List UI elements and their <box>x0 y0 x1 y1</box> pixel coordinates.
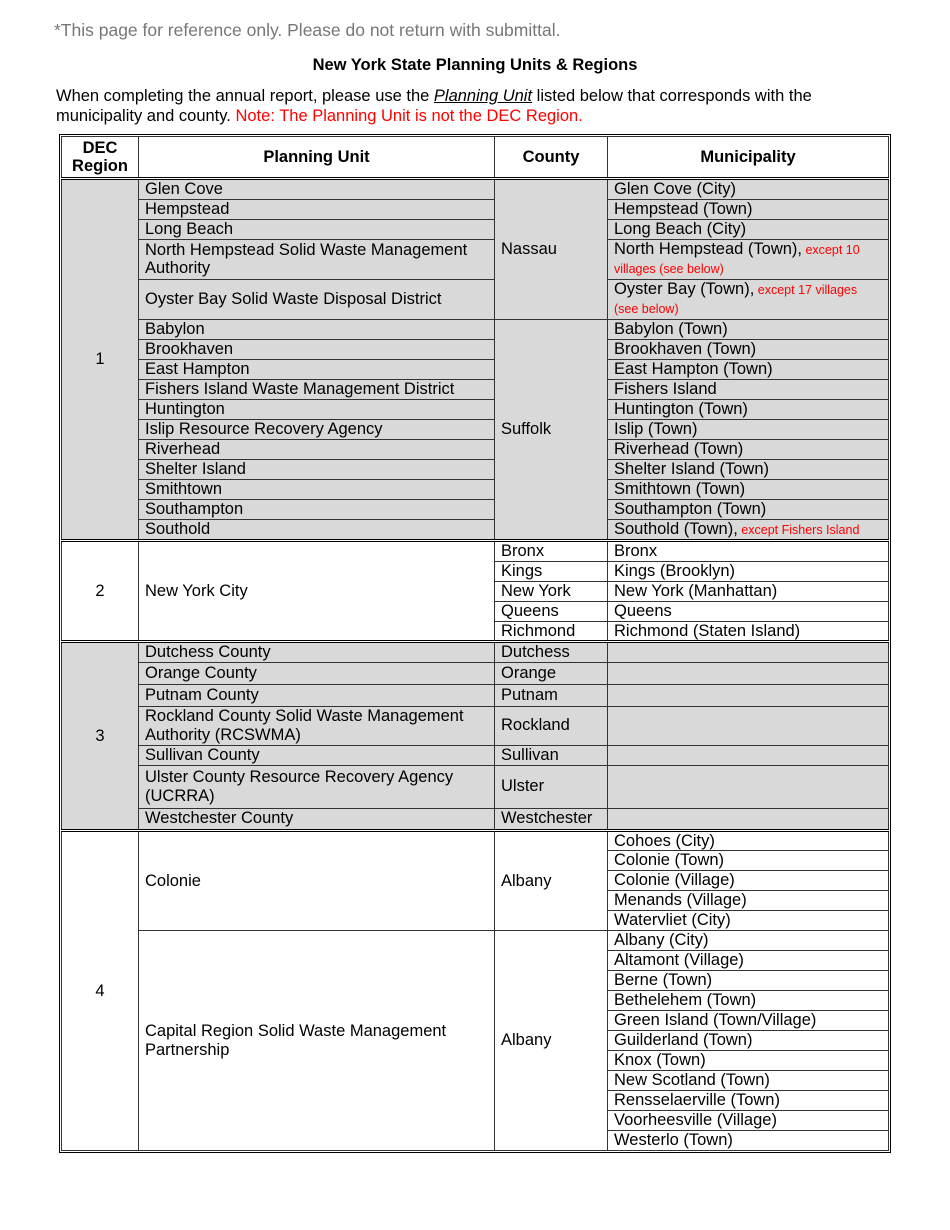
municipality-cell: Watervliet (City) <box>608 911 889 931</box>
header-municipality: Municipality <box>608 137 889 179</box>
dec-region-cell: 1 <box>62 179 139 541</box>
dec-region-cell: 3 <box>62 642 139 831</box>
header-county: County <box>495 137 608 179</box>
municipality-cell: Altamont (Village) <box>608 951 889 971</box>
table-row <box>62 519 889 541</box>
municipality-note: except 10 villages (see below) <box>614 242 860 276</box>
municipality-cell <box>608 479 889 499</box>
municipality-cell <box>608 808 889 830</box>
county-cell: Westchester <box>495 808 608 830</box>
table-row <box>62 662 889 684</box>
planning-unit-cell: Southold <box>139 519 495 541</box>
municipality-name: Fishers Island <box>614 379 717 398</box>
municipality-note: except 17 villages (see below) <box>614 282 858 316</box>
municipality-cell <box>608 239 889 279</box>
planning-unit-cell: Islip Resource Recovery Agency <box>139 419 495 439</box>
municipality-cell <box>608 459 889 479</box>
table-row <box>62 379 889 399</box>
planning-unit-cell: Riverhead <box>139 439 495 459</box>
municipality-name: Brookhaven (Town) <box>614 339 757 358</box>
municipality-cell <box>608 319 889 339</box>
municipality-name: Islip (Town) <box>614 419 698 438</box>
planning-unit-cell: Rockland County Solid Waste Management Authority (RCSWMA) <box>139 706 495 745</box>
table-row <box>62 239 889 279</box>
county-cell: Dutchess <box>495 642 608 663</box>
planning-unit-cell: North Hempstead Solid Waste Management Authority <box>139 239 495 279</box>
table-row <box>62 499 889 519</box>
planning-unit-cell: Capital Region Solid Waste Management Partnership <box>139 931 495 1151</box>
municipality-name: Oyster Bay (Town), <box>614 279 755 298</box>
municipality-cell <box>608 706 889 745</box>
municipality-name: North Hempstead (Town), <box>614 239 802 258</box>
municipality-name: Shelter Island (Town) <box>614 459 769 478</box>
table-row <box>62 179 889 200</box>
municipality-cell <box>608 279 889 319</box>
county-cell: Albany <box>495 931 608 1151</box>
municipality-cell: Queens <box>608 601 889 621</box>
municipality-cell <box>608 765 889 808</box>
table-row <box>62 459 889 479</box>
planning-unit-cell: New York City <box>139 541 495 642</box>
reference-note: *This page for reference only. Please do not return with submittal. <box>54 20 561 40</box>
municipality-cell: Bethelehem (Town) <box>608 991 889 1011</box>
table-row <box>62 745 889 765</box>
header-dec-region: DEC Region <box>62 137 139 179</box>
table-row <box>62 219 889 239</box>
municipality-cell <box>608 399 889 419</box>
planning-unit-cell: Brookhaven <box>139 339 495 359</box>
table-header-row <box>62 137 889 179</box>
municipality-name: Huntington (Town) <box>614 399 748 418</box>
table-row <box>62 479 889 499</box>
planning-unit-cell: East Hampton <box>139 359 495 379</box>
county-cell: New York <box>495 581 608 601</box>
municipality-cell <box>608 684 889 706</box>
table-row <box>62 199 889 219</box>
county-cell: Bronx <box>495 541 608 562</box>
planning-unit-cell: Smithtown <box>139 479 495 499</box>
municipality-cell: Colonie (Village) <box>608 871 889 891</box>
municipality-cell: Green Island (Town/Village) <box>608 1011 889 1031</box>
municipality-name: Riverhead (Town) <box>614 439 744 458</box>
municipality-cell: Cohoes (City) <box>608 830 889 851</box>
municipality-cell <box>608 199 889 219</box>
dec-region-cell: 4 <box>62 830 139 1151</box>
county-cell: Kings <box>495 561 608 581</box>
table-row <box>62 830 889 851</box>
municipality-cell: New York (Manhattan) <box>608 581 889 601</box>
municipality-cell: Albany (City) <box>608 931 889 951</box>
region-group <box>62 541 889 642</box>
county-cell: Rockland <box>495 706 608 745</box>
planning-unit-cell: Westchester County <box>139 808 495 830</box>
municipality-cell <box>608 642 889 663</box>
municipality-cell: New Scotland (Town) <box>608 1071 889 1091</box>
planning-unit-cell: Orange County <box>139 662 495 684</box>
municipality-name: Smithtown (Town) <box>614 479 746 498</box>
table-row <box>62 706 889 745</box>
municipality-cell <box>608 179 889 200</box>
municipality-cell: Colonie (Town) <box>608 851 889 871</box>
municipality-cell: Voorheesville (Village) <box>608 1111 889 1131</box>
municipality-cell <box>608 439 889 459</box>
county-cell: Orange <box>495 662 608 684</box>
municipality-cell: Berne (Town) <box>608 971 889 991</box>
planning-unit-cell: Huntington <box>139 399 495 419</box>
table-row <box>62 359 889 379</box>
intro-emphasis: Planning Unit <box>433 87 533 105</box>
municipality-cell <box>608 499 889 519</box>
municipality-cell: Menands (Village) <box>608 891 889 911</box>
municipality-cell: Rensselaerville (Town) <box>608 1091 889 1111</box>
municipality-name: Glen Cove (City) <box>614 180 736 198</box>
intro-note: Note: The Planning Unit is not the DEC Region. <box>235 106 583 125</box>
municipality-cell <box>608 379 889 399</box>
table-row <box>62 541 889 562</box>
planning-unit-cell: Ulster County Resource Recovery Agency (UCRRA) <box>139 765 495 808</box>
table-row <box>62 419 889 439</box>
municipality-cell <box>608 662 889 684</box>
county-cell: Ulster <box>495 765 608 808</box>
county-cell: Sullivan <box>495 745 608 765</box>
table-row <box>62 642 889 663</box>
planning-unit-cell: Shelter Island <box>139 459 495 479</box>
county-cell: Nassau <box>495 179 608 320</box>
municipality-cell: Kings (Brooklyn) <box>608 561 889 581</box>
county-cell: Albany <box>495 830 608 931</box>
planning-unit-cell: Southampton <box>139 499 495 519</box>
intro-paragraph <box>56 87 886 126</box>
municipality-name: East Hampton (Town) <box>614 359 773 378</box>
region-group <box>62 179 889 541</box>
municipality-cell: Richmond (Staten Island) <box>608 621 889 642</box>
planning-unit-cell: Putnam County <box>139 684 495 706</box>
table-row <box>62 279 889 319</box>
county-cell: Putnam <box>495 684 608 706</box>
planning-unit-cell: Hempstead <box>139 199 495 219</box>
intro-text: When completing the annual report, please use the <box>56 87 434 105</box>
planning-unit-cell: Fishers Island Waste Management District <box>139 379 495 399</box>
planning-unit-cell: Sullivan County <box>139 745 495 765</box>
municipality-cell <box>608 419 889 439</box>
municipality-note: except Fishers Island <box>737 522 860 537</box>
dec-region-cell: 2 <box>62 541 139 642</box>
table-row <box>62 684 889 706</box>
municipality-cell: Westerlo (Town) <box>608 1131 889 1151</box>
intro-text-end: listed below that corresponds with the municipality and county. <box>56 87 812 125</box>
planning-units-table <box>61 136 889 1151</box>
region-group <box>62 642 889 831</box>
municipality-name: Southampton (Town) <box>614 499 767 518</box>
planning-unit-cell: Babylon <box>139 319 495 339</box>
table-row <box>62 319 889 339</box>
table-row <box>62 399 889 419</box>
municipality-name: Babylon (Town) <box>614 319 728 338</box>
municipality-name: Southold (Town), <box>614 519 738 538</box>
municipality-cell <box>608 219 889 239</box>
table-row <box>62 439 889 459</box>
planning-unit-cell: Dutchess County <box>139 642 495 663</box>
region-group <box>62 830 889 1151</box>
municipality-name: Hempstead (Town) <box>614 199 753 218</box>
page-title: New York State Planning Units & Regions <box>312 56 638 74</box>
header-planning-unit: Planning Unit <box>139 137 495 179</box>
municipality-cell <box>608 359 889 379</box>
county-cell: Richmond <box>495 621 608 642</box>
municipality-cell <box>608 339 889 359</box>
table-row <box>62 765 889 808</box>
municipality-cell: Knox (Town) <box>608 1051 889 1071</box>
table-row <box>62 339 889 359</box>
municipality-cell <box>608 745 889 765</box>
county-cell: Queens <box>495 601 608 621</box>
planning-unit-cell: Colonie <box>139 830 495 931</box>
county-cell: Suffolk <box>495 319 608 541</box>
municipality-cell: Guilderland (Town) <box>608 1031 889 1051</box>
municipality-cell: Bronx <box>608 541 889 562</box>
table-row <box>62 808 889 830</box>
planning-unit-cell: Oyster Bay Solid Waste Disposal District <box>139 279 495 319</box>
municipality-name: Long Beach (City) <box>614 219 747 238</box>
municipality-cell <box>608 519 889 541</box>
planning-unit-cell: Long Beach <box>139 219 495 239</box>
planning-unit-cell: Glen Cove <box>139 179 495 200</box>
table-row <box>62 931 889 951</box>
